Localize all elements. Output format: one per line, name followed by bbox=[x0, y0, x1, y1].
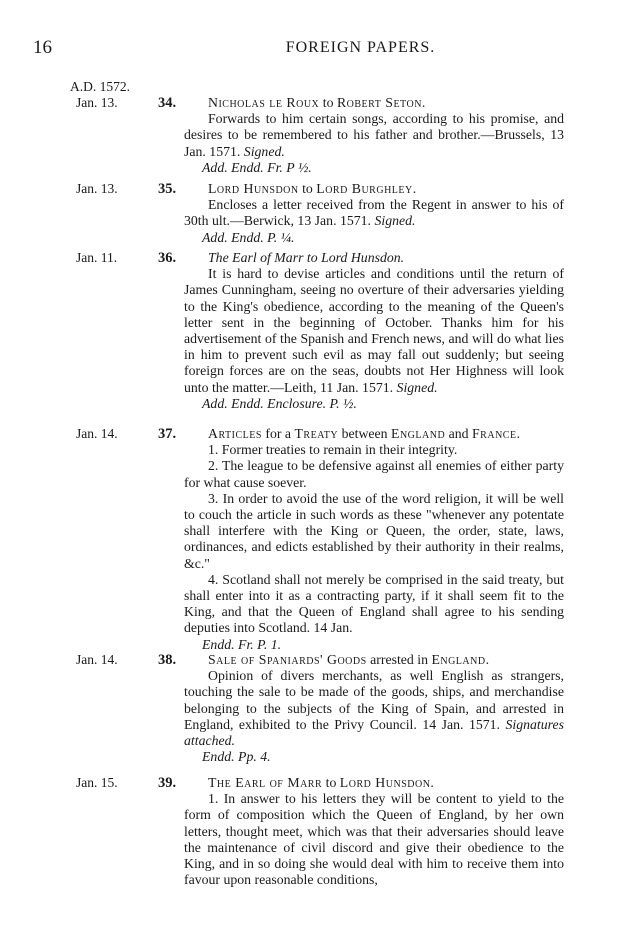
entry-number: 36. bbox=[158, 250, 177, 266]
entry-body bbox=[184, 250, 564, 412]
entry-body bbox=[184, 775, 564, 888]
article-paragraph: 3. In order to avoid the use of the word religion, it will be well to couch the article in such words as these "whenever any potentate shall interfere with the King or Queen, the order, state, laws, ordinances, and edicts established by their authority in their realms, &c." bbox=[184, 490, 564, 571]
entry-number: 39. bbox=[158, 775, 177, 791]
article-paragraph: 2. The league to be defensive against all enemies of either party for what cause soever. bbox=[184, 458, 564, 490]
entry-summary: 1. In answer to his letters they will be content to yield to the form of composition which the Queen of England, by her own letters, thought meet, which was that their adversaries should leave the maintenance of civil discord and give their obedience to the King, and in so doing she would deal with him to receive them into favour upon reasonable conditions, bbox=[184, 791, 564, 888]
page-number: 16 bbox=[33, 37, 52, 58]
entry-date: Jan. 11. bbox=[76, 250, 118, 265]
entry-number: 34. bbox=[158, 95, 177, 111]
entry-number: 35. bbox=[158, 181, 177, 197]
entry-endorsement: Endd. Fr. P. 1. bbox=[202, 636, 282, 652]
entry-endorsement: Add. Endd. P. ¼. bbox=[202, 229, 295, 245]
entry-title: The Earl of Marr to Lord Hunsdon. bbox=[208, 775, 435, 790]
entry-endorsement: Endd. Pp. 4. bbox=[202, 749, 271, 765]
entry-title: Lord Hunsdon to Lord Burghley. bbox=[208, 181, 417, 196]
entry-title: Sale of Spaniards' Goods arrested in England. bbox=[208, 652, 490, 667]
entry-date: Jan. 14. bbox=[76, 652, 118, 667]
entry-body bbox=[184, 95, 564, 176]
entry-endorsement: Add. Endd. Enclosure. P. ½. bbox=[202, 395, 357, 411]
article-paragraph: 1. Former treaties to remain in their integrity. bbox=[208, 442, 458, 458]
running-title: FOREIGN PAPERS. bbox=[285, 39, 436, 56]
entry-date: Jan. 13. bbox=[76, 95, 118, 110]
page-header bbox=[33, 37, 568, 59]
entry-title: Nicholas le Roux to Robert Seton. bbox=[208, 95, 426, 110]
entry-endorsement: Add. Endd. Fr. P ½. bbox=[202, 159, 312, 175]
entry-number: 37. bbox=[158, 426, 177, 442]
entry-summary: Opinion of divers merchants, as well English as strangers, touching the sale to be made of the goods, ships, and merchandise belonging to the subjects of the King of Spain, and arrested in England, exhibited to the Privy Council. 14 Jan. 1571. Signatures attached. bbox=[184, 668, 564, 749]
entry-body bbox=[184, 181, 564, 246]
entry-number: 38. bbox=[158, 652, 177, 668]
entry-date: Jan. 14. bbox=[76, 426, 118, 441]
entry-title: The Earl of Marr to Lord Hunsdon. bbox=[208, 250, 405, 265]
article-paragraph: 4. Scotland shall not merely be comprised in the said treaty, but shall enter into it as a contracting party, if it shall seem fit to the King, and that the Queen of England shall agree to his sending deputies into Scotland. 14 Jan. bbox=[184, 571, 564, 636]
entry-summary: Encloses a letter received from the Regent in answer to his of 30th ult.—Berwick, 13 Jan. 1571. Signed. bbox=[184, 197, 564, 229]
entry-title: Articles for a Treaty between England and France. bbox=[208, 426, 521, 441]
entry-body bbox=[184, 426, 564, 653]
entry-date: Jan. 15. bbox=[76, 775, 118, 790]
year-label: A.D. 1572. bbox=[70, 79, 130, 94]
entry-date: Jan. 13. bbox=[76, 181, 118, 196]
entry-body bbox=[184, 652, 564, 765]
entry-summary: It is hard to devise articles and conditions until the return of James Cunningham, seeing no overture of their adversaries yielding to the King's obedience, according to the meaning of the Queen's letter sent in the beginning of October. Thanks him for his advertisement of the Spanish and French news, and will do what lies in him to prevent such evil as may fall out suddenly; but seeing foreign forces are on the seas, doubts not Her Highness will look unto the matter.—Leith, 11 Jan. 1571. Signed. bbox=[184, 266, 564, 395]
entry-summary: Forwards to him certain songs, according to his promise, and desires to be remembered to his father and brother.—Brussels, 13 Jan. 1571. Signed. bbox=[184, 111, 564, 159]
